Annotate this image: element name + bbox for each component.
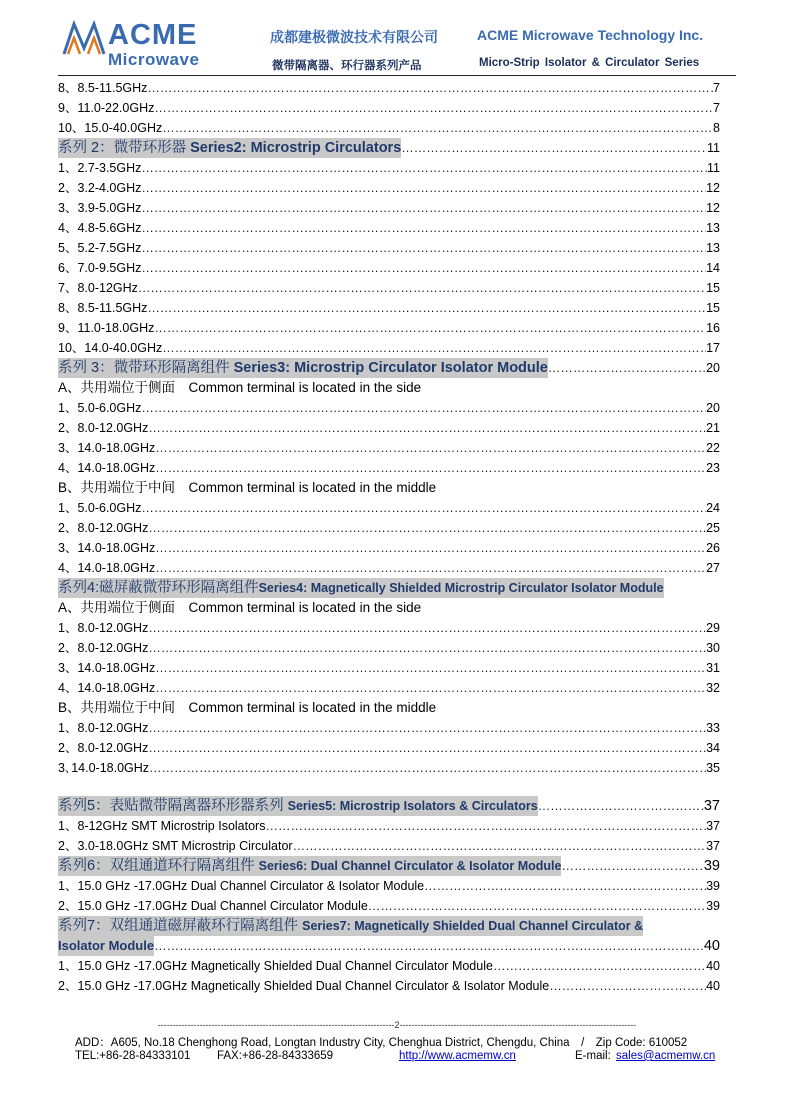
toc-subheading xyxy=(58,598,720,618)
toc-entry[interactable] xyxy=(58,836,720,856)
toc-section-cn: 系列7：双组通道磁屏蔽环行隔离组件 xyxy=(58,918,299,934)
toc-leader-dots xyxy=(493,956,706,976)
toc-section-heading[interactable] xyxy=(58,916,720,936)
toc-entry[interactable] xyxy=(58,638,720,658)
toc-entry[interactable] xyxy=(58,78,720,98)
toc-leader-dots xyxy=(141,158,707,178)
toc-leader-dots xyxy=(154,98,713,118)
toc-entry-label: 8、8.5-11.5GHz xyxy=(58,301,148,315)
toc-leader-dots xyxy=(401,138,707,158)
toc-entry-label: 1、8.0-12.0GHz xyxy=(58,621,149,635)
toc-entry-label: 3、3.9-5.0GHz xyxy=(58,201,142,215)
toc-leader-dots xyxy=(147,298,706,318)
toc-entry-label: 7、8.0-12GHz xyxy=(58,281,138,295)
acme-logo-mark-icon xyxy=(62,18,106,62)
toc-entry-page: 33 xyxy=(706,721,720,735)
toc-entry-label: 2、3.2-4.0GHz xyxy=(58,181,142,195)
toc-entry-label: 1、8.0-12.0GHz xyxy=(58,721,149,735)
toc-entry[interactable] xyxy=(58,398,720,418)
toc-leader-dots xyxy=(147,78,713,98)
toc-entry-page: 20 xyxy=(706,401,720,415)
toc-entry[interactable] xyxy=(58,278,720,298)
toc-subheading-label: B、共用端位于中间 Common terminal is located in the middle xyxy=(58,480,437,495)
toc-entry[interactable] xyxy=(58,258,720,278)
footer-address: ADD：A605, No.18 Chenghong Road, Longtan Industry City, Chenghua District, Chengdu, China / Zip Code: 610052 xyxy=(75,1037,688,1049)
toc-entry-page: 34 xyxy=(706,741,720,755)
toc-entry-page: 30 xyxy=(706,641,720,655)
toc-leader-dots xyxy=(162,118,713,138)
toc-entry[interactable] xyxy=(58,118,720,138)
toc-leader-dots xyxy=(148,418,706,438)
toc-entry-label: 2、8.0-12.0GHz xyxy=(58,521,149,535)
toc-section-cn: 系列 3：微带环形隔离组件 xyxy=(58,360,230,376)
toc-leader-dots xyxy=(141,198,706,218)
footer-tel: TEL:+86-28-84333101 xyxy=(75,1050,191,1062)
toc-section-label xyxy=(58,916,643,936)
toc-entry[interactable] xyxy=(58,558,720,578)
toc-leader-dots xyxy=(155,658,706,678)
toc-entry[interactable] xyxy=(58,318,720,338)
toc-entry-label: 5、5.2-7.5GHz xyxy=(58,241,142,255)
toc-entry[interactable] xyxy=(58,178,720,198)
toc-entry-label: 1、5.0-6.0GHz xyxy=(58,401,142,415)
page-header xyxy=(0,0,788,78)
toc-entry[interactable] xyxy=(58,876,720,896)
toc-entry[interactable] xyxy=(58,438,720,458)
toc-entry[interactable] xyxy=(58,458,720,478)
toc-section-en: Series5: Microstrip Isolators & Circulators xyxy=(287,799,538,813)
toc-leader-dots xyxy=(424,876,706,896)
toc-leader-dots xyxy=(148,638,706,658)
toc-entry[interactable] xyxy=(58,518,720,538)
toc-section-heading[interactable] xyxy=(58,578,720,598)
toc-section-heading[interactable] xyxy=(58,796,720,816)
toc-entry-label: 2、15.0 GHz -17.0GHz Dual Channel Circulator Module xyxy=(58,899,368,913)
toc-entry-page: 8 xyxy=(713,121,720,135)
toc-section-en: Series6: Dual Channel Circulator & Isolator Module xyxy=(258,859,562,873)
toc-leader-dots xyxy=(162,338,706,358)
toc-leader-dots xyxy=(141,398,706,418)
toc-entry[interactable] xyxy=(58,298,720,318)
toc-entry-label: 3、14.0-18.0GHz xyxy=(58,541,156,555)
toc-leader-dots xyxy=(141,258,706,278)
toc-section-page: 37 xyxy=(703,798,720,814)
toc-leader-dots xyxy=(155,558,706,578)
toc-entry-page: 39 xyxy=(706,879,720,893)
toc-section-label xyxy=(58,856,561,876)
toc-entry[interactable] xyxy=(58,896,720,916)
toc-leader-dots xyxy=(154,936,704,956)
company-name-en: ACME Microwave Technology Inc. xyxy=(477,27,704,43)
toc-entry-page: 31 xyxy=(706,661,720,675)
toc-entry-label: 2、8.0-12.0GHz xyxy=(58,421,149,435)
product-line-en: Micro-Strip Isolator & Circulator Series xyxy=(479,57,700,69)
toc-entry-label: 9、11.0-22.0GHz xyxy=(58,101,155,115)
toc-leader-dots xyxy=(141,178,706,198)
toc-entry-label: 10、15.0-40.0GHz xyxy=(58,121,163,135)
toc-entry[interactable] xyxy=(58,976,720,996)
toc-section-en: Series3: Microstrip Circulator Isolator Module xyxy=(233,360,548,376)
toc-subheading xyxy=(58,378,720,398)
logo-acme-text: ACME xyxy=(108,19,198,51)
toc-entry-page: 40 xyxy=(706,959,720,973)
toc-section-en: Isolator Module xyxy=(58,936,154,956)
toc-entry-page: 7 xyxy=(713,81,720,95)
toc-entry-page: 22 xyxy=(706,441,720,455)
toc-entry[interactable] xyxy=(58,198,720,218)
toc-entry-label: 9、11.0-18.0GHz xyxy=(58,321,155,335)
toc-entry-label: 3、14.0-18.0GHz xyxy=(58,661,156,675)
toc-entry-label: 3､14.0-18.0GHz xyxy=(58,761,150,775)
header-divider xyxy=(58,75,736,76)
toc-leader-dots xyxy=(148,518,706,538)
company-name-cn: 成都建极微波技术有限公司 xyxy=(270,29,438,45)
toc-entry-label: 2、8.0-12.0GHz xyxy=(58,741,149,755)
toc-entry-page: 37 xyxy=(706,839,720,853)
footer-email-label: E-mail: xyxy=(575,1050,611,1062)
toc-subheading-label: B、共用端位于中间 Common terminal is located in the middle xyxy=(58,700,437,715)
toc-entry-page: 32 xyxy=(706,681,720,695)
toc-entry-label: 8、8.5-11.5GHz xyxy=(58,81,148,95)
toc-section-heading[interactable] xyxy=(58,856,720,876)
toc-entry-page: 16 xyxy=(706,321,720,335)
product-line-cn: 微带隔离器、环行器系列产品 xyxy=(272,60,422,72)
toc-spacer xyxy=(58,778,720,796)
toc-section-label xyxy=(58,578,664,598)
toc-section-page: 39 xyxy=(703,858,720,874)
toc-entry-page: 29 xyxy=(706,621,720,635)
toc-section-cn: 系列6：双组通道环行隔离组件 xyxy=(58,858,255,874)
toc-entry-label: 1、8-12GHz SMT Microstrip Isolators xyxy=(58,819,266,833)
toc-entry-page: 23 xyxy=(706,461,720,475)
toc-leader-dots xyxy=(154,318,706,338)
toc-entry-page: 27 xyxy=(706,561,720,575)
toc-entry[interactable] xyxy=(58,538,720,558)
toc-entry-page: 12 xyxy=(706,181,720,195)
toc-entry-page: 21 xyxy=(706,421,720,435)
toc-subheading-label: A、共用端位于侧面 Common terminal is located in the side xyxy=(58,600,422,615)
toc-entry[interactable] xyxy=(58,98,720,118)
toc-entry-label: 4、14.0-18.0GHz xyxy=(58,461,156,475)
toc-section-heading[interactable] xyxy=(58,358,720,378)
toc-leader-dots xyxy=(155,458,706,478)
toc-entry-page: 35 xyxy=(706,761,720,775)
toc-entry-page: 26 xyxy=(706,541,720,555)
toc-entry-label: 6、7.0-9.5GHz xyxy=(58,261,142,275)
toc-entry[interactable] xyxy=(58,738,720,758)
toc-leader-dots xyxy=(155,438,706,458)
toc-entry-page: 37 xyxy=(706,819,720,833)
toc-entry-page: 15 xyxy=(706,301,720,315)
toc-entry-label: 3、14.0-18.0GHz xyxy=(58,441,156,455)
toc-leader-dots xyxy=(368,896,706,916)
toc-section-page: 11 xyxy=(707,141,720,155)
toc-section-page: 20 xyxy=(706,361,720,375)
footer-fax: FAX:+86-28-84333659 xyxy=(217,1050,334,1062)
toc-section-label xyxy=(58,796,538,816)
toc-section-page: 40 xyxy=(703,938,720,954)
toc-entry-label: 1、2.7-3.5GHz xyxy=(58,161,142,175)
toc-entry-page: 25 xyxy=(706,521,720,535)
toc-entry[interactable] xyxy=(58,718,720,738)
toc-entry-label: 2、3.0-18.0GHz SMT Microstrip Circulator xyxy=(58,839,293,853)
toc-entry-page: 13 xyxy=(706,241,720,255)
toc-entry[interactable] xyxy=(58,816,720,836)
toc-leader-dots xyxy=(141,238,706,258)
toc-leader-dots xyxy=(149,758,706,778)
toc-entry-label: 2、8.0-12.0GHz xyxy=(58,641,149,655)
toc-subheading xyxy=(58,478,720,498)
toc-entry-page: 24 xyxy=(706,501,720,515)
toc-leader-dots xyxy=(538,796,704,816)
toc-entry-page: 15 xyxy=(706,281,720,295)
toc-section-en: Series4: Magnetically Shielded Microstrip Circulator Isolator Module xyxy=(258,581,664,595)
toc-entry[interactable] xyxy=(58,678,720,698)
toc-entry-page: 7 xyxy=(713,101,720,115)
toc-entry[interactable] xyxy=(58,498,720,518)
toc-entry[interactable] xyxy=(58,618,720,638)
toc-entry-label: 1、15.0 GHz -17.0GHz Magnetically Shielded Dual Channel Circulator Module xyxy=(58,959,493,973)
toc-leader-dots xyxy=(265,816,706,836)
toc-entry-page: 12 xyxy=(706,201,720,215)
toc-entry-label: 4、14.0-18.0GHz xyxy=(58,561,156,575)
toc-section-cn: 系列 2：微带环形器 xyxy=(58,140,187,156)
toc-entry-label: 2、15.0 GHz -17.0GHz Magnetically Shielded Dual Channel Circulator & Isolator Module xyxy=(58,979,550,993)
toc-entry[interactable] xyxy=(58,418,720,438)
toc-leader-dots xyxy=(293,836,707,856)
toc-section-heading-continued[interactable] xyxy=(58,936,720,956)
toc-leader-dots xyxy=(148,618,706,638)
footer-email-link[interactable]: sales@acmemw.cn xyxy=(616,1050,716,1062)
toc-section-en: Series2: Microstrip Circulators xyxy=(190,140,402,156)
toc-entry-label: 1、5.0-6.0GHz xyxy=(58,501,142,515)
toc-leader-dots xyxy=(549,976,706,996)
toc-entry-page: 11 xyxy=(707,161,720,175)
toc-entry-page: 13 xyxy=(706,221,720,235)
toc-entry-page: 14 xyxy=(706,261,720,275)
toc-entry-page: 40 xyxy=(706,979,720,993)
toc-section-label xyxy=(58,138,401,158)
toc-section-cn: 系列5：表贴微带隔离器环形器系列 xyxy=(58,798,284,814)
toc-entry-page: 17 xyxy=(706,341,720,355)
table-of-contents xyxy=(58,78,720,996)
toc-leader-dots xyxy=(155,678,706,698)
toc-section-cn: 系列4:磁屏蔽微带环形隔离组件 xyxy=(58,580,259,596)
toc-leader-dots xyxy=(561,856,703,876)
toc-leader-dots xyxy=(141,218,706,238)
footer-page-marker: -------------------------------------------------------------------------------2------------------------------------------------------------------------------- xyxy=(157,1020,637,1030)
toc-section-en: Series7: Magnetically Shielded Dual Channel Circulator & xyxy=(302,919,644,933)
toc-entry[interactable] xyxy=(58,658,720,678)
toc-subheading-label: A、共用端位于侧面 Common terminal is located in the side xyxy=(58,380,422,395)
toc-entry-label: 10、14.0-40.0GHz xyxy=(58,341,163,355)
toc-subheading xyxy=(58,698,720,718)
company-logo xyxy=(62,18,212,74)
toc-leader-dots xyxy=(148,718,706,738)
toc-entry[interactable] xyxy=(58,218,720,238)
toc-entry-page: 39 xyxy=(706,899,720,913)
logo-microwave-text: Microwave xyxy=(108,50,200,69)
toc-section-heading[interactable] xyxy=(58,138,720,158)
toc-entry[interactable] xyxy=(58,956,720,976)
toc-entry[interactable] xyxy=(58,338,720,358)
toc-entry-label: 4、14.0-18.0GHz xyxy=(58,681,156,695)
toc-leader-dots xyxy=(138,278,706,298)
toc-leader-dots xyxy=(155,538,706,558)
toc-entry-label: 4、4.8-5.6GHz xyxy=(58,221,142,235)
toc-entry-label: 1、15.0 GHz -17.0GHz Dual Channel Circulator & Isolator Module xyxy=(58,879,425,893)
toc-leader-dots xyxy=(148,738,706,758)
toc-entry[interactable] xyxy=(58,238,720,258)
toc-leader-dots xyxy=(141,498,706,518)
toc-entry[interactable] xyxy=(58,158,720,178)
toc-leader-dots xyxy=(548,358,706,378)
toc-section-label xyxy=(58,358,548,378)
toc-entry[interactable] xyxy=(58,758,720,778)
footer-website-link[interactable]: http://www.acmemw.cn xyxy=(399,1050,516,1062)
